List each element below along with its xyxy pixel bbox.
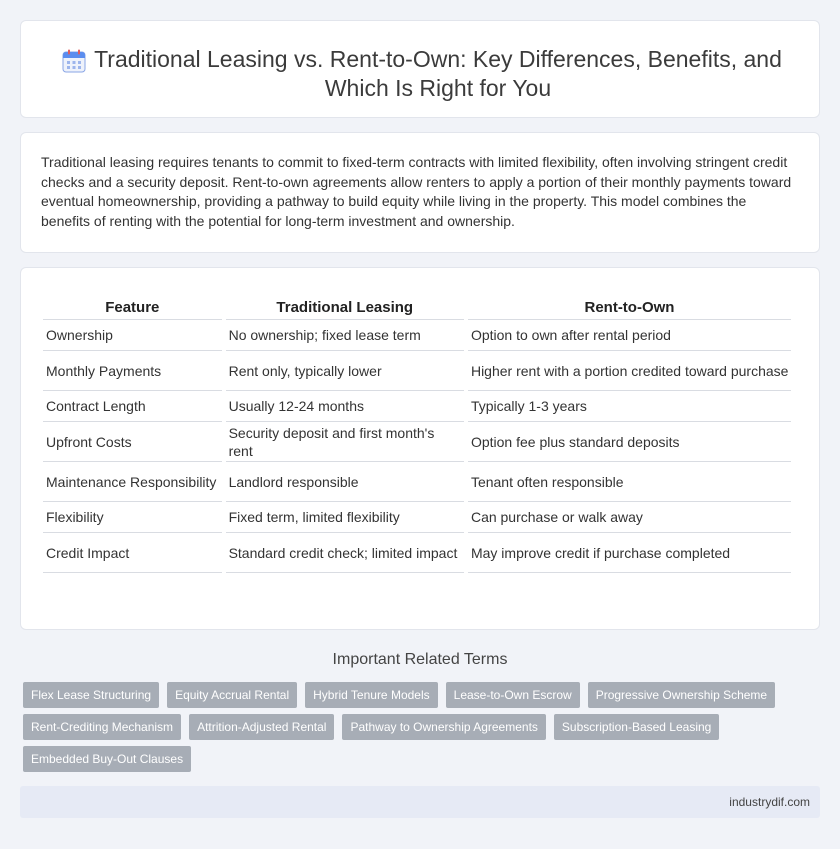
table-row	[43, 422, 791, 462]
table-row	[43, 391, 791, 422]
feature-cell: Contract Length	[43, 391, 222, 422]
footer	[20, 786, 820, 818]
related-term-tag[interactable]: Progressive Ownership Scheme	[588, 682, 775, 708]
intro-card	[20, 132, 820, 253]
header-traditional-leasing: Traditional Leasing	[226, 298, 464, 320]
traditional-cell: Landlord responsible	[226, 462, 464, 502]
table-row	[43, 502, 791, 533]
table-row	[43, 462, 791, 502]
title-card	[20, 20, 820, 118]
rent-to-own-cell: Option fee plus standard deposits	[468, 422, 791, 462]
header-feature: Feature	[43, 298, 222, 320]
table-header-row	[43, 298, 791, 320]
table-row	[43, 320, 791, 351]
traditional-cell: Rent only, typically lower	[226, 351, 464, 391]
rent-to-own-cell: Tenant often responsible	[468, 462, 791, 502]
rent-to-own-cell: Can purchase or walk away	[468, 502, 791, 533]
feature-cell: Flexibility	[43, 502, 222, 533]
traditional-cell: Fixed term, limited flexibility	[226, 502, 464, 533]
related-term-tag[interactable]: Hybrid Tenure Models	[305, 682, 438, 708]
related-term-tag[interactable]: Subscription-Based Leasing	[554, 714, 719, 740]
comparison-card	[20, 267, 820, 630]
related-term-tag[interactable]: Rent-Crediting Mechanism	[23, 714, 181, 740]
related-terms-title: Important Related Terms	[332, 651, 508, 668]
feature-cell: Upfront Costs	[43, 422, 222, 462]
traditional-cell: Usually 12-24 months	[226, 391, 464, 422]
comparison-table	[39, 298, 795, 573]
related-term-tag[interactable]: Pathway to Ownership Agreements	[342, 714, 545, 740]
related-term-tag[interactable]: Flex Lease Structuring	[23, 682, 159, 708]
related-term-tag[interactable]: Lease-to-Own Escrow	[446, 682, 580, 708]
table-row	[43, 351, 791, 391]
related-term-tag[interactable]: Equity Accrual Rental	[167, 682, 297, 708]
feature-cell: Ownership	[43, 320, 222, 351]
rent-to-own-cell: May improve credit if purchase completed	[468, 533, 791, 573]
traditional-cell: No ownership; fixed lease term	[226, 320, 464, 351]
rent-to-own-cell: Option to own after rental period	[468, 320, 791, 351]
footer-site-link[interactable]: industrydif.com	[729, 795, 810, 809]
feature-cell: Monthly Payments	[43, 351, 222, 391]
feature-cell: Credit Impact	[43, 533, 222, 573]
rent-to-own-cell: Higher rent with a portion credited toward purchase	[468, 351, 791, 391]
traditional-cell: Standard credit check; limited impact	[226, 533, 464, 573]
calendar-icon	[61, 48, 87, 74]
related-term-tag[interactable]: Attrition-Adjusted Rental	[189, 714, 334, 740]
page-title: Traditional Leasing vs. Rent-to-Own: Key Differences, Benefits, and Which Is Right for You	[94, 46, 782, 101]
related-term-tag[interactable]: Embedded Buy-Out Clauses	[23, 746, 191, 772]
traditional-cell: Security deposit and first month's rent	[226, 422, 464, 462]
feature-cell: Maintenance Responsibility	[43, 462, 222, 502]
rent-to-own-cell: Typically 1-3 years	[468, 391, 791, 422]
intro-paragraph: Traditional leasing requires tenants to commit to fixed-term contracts with limited flexibility, often involving stringent credit checks and a security deposit. Rent-to-own agreements allow renters to apply a portion of their monthly payments toward eventual homeownership, providing a pathway to build equity while living in the property. This model combines the benefits of renting with the potential for long-term investment and ownership.	[41, 154, 792, 229]
related-terms-list	[23, 682, 813, 772]
header-rent-to-own: Rent-to-Own	[468, 298, 791, 320]
table-row	[43, 533, 791, 573]
